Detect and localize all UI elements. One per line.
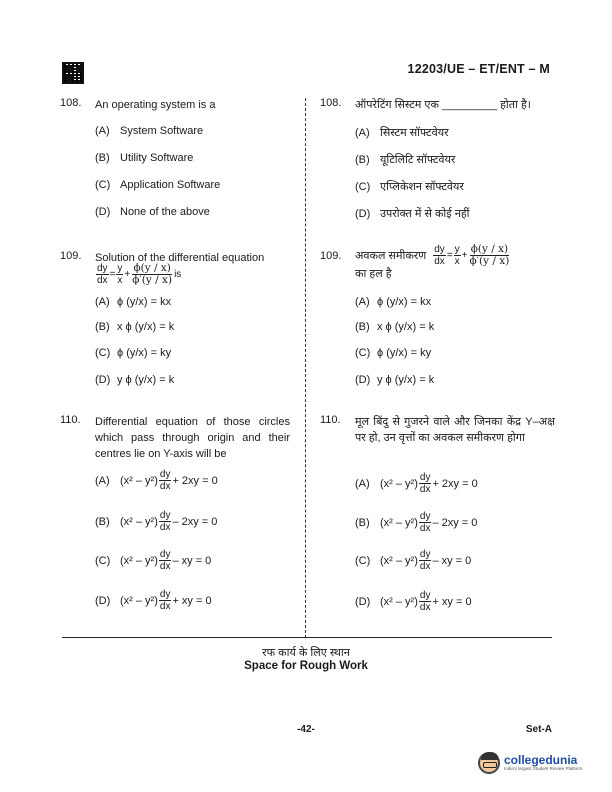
option-b[interactable]: (B) (x² – y²) $\frac{dy}{dx}$ – 2xy = 0 — [355, 511, 478, 534]
question-110-hi — [320, 414, 555, 613]
question-108-hi — [320, 97, 555, 220]
question-110-en — [60, 414, 290, 612]
rough-work-label: Space for Rough Work — [244, 660, 368, 672]
option-a[interactable]: (A) सिस्टम सॉफ्टवेयर — [355, 126, 449, 139]
option-b[interactable]: (B) x ϕ (y/x) = k — [95, 321, 175, 333]
set-label: Set-A — [525, 724, 552, 735]
option-d[interactable]: (D) None of the above — [95, 206, 210, 218]
question-text-tail: का हल है — [355, 268, 392, 280]
question-number: 110. — [60, 414, 81, 426]
brand-tagline: India's largest Student Review Platform — [504, 766, 583, 771]
option-a[interactable]: (A) System Software — [95, 125, 204, 137]
question-number: 110. — [320, 414, 341, 426]
option-d[interactable]: (D) (x² – y²) $\frac{dy}{dx}$ + xy = 0 — [95, 589, 212, 612]
question-109-en — [60, 250, 290, 386]
option-b[interactable]: (B) Utility Software — [95, 152, 194, 164]
question-text: मूल बिंदु से गुजरने वाले और जिनका केंद्र Y–अक्ष पर हो, उन वृत्तों का अवकल समीकरण होगा — [355, 416, 555, 444]
brand-name: collegedunia — [504, 753, 578, 767]
option-c[interactable]: (C) ϕ (y/x) = ky — [355, 347, 432, 359]
rough-work-label-hindi: रफ कार्य के लिए स्थान — [262, 647, 350, 659]
option-b[interactable]: (B) x ϕ (y/x) = k — [355, 321, 435, 333]
option-d[interactable]: (D) y ϕ (y/x) = k — [355, 374, 435, 386]
differential-equation: $\frac{dy}{dx}$ = $\frac{y}{x}$ + $\frac{\phi(y / x)}{\phi'(y / x)}$ is — [97, 262, 182, 286]
collegedunia-logo — [478, 752, 582, 774]
differential-equation: अवकल समीकरण $\frac{dy}{dx}$ = $\frac{y}{x}$ + $\frac{\phi(y / x)}{\phi'(y / x)}$ — [355, 243, 510, 267]
option-b[interactable]: (B) यूटिलिटि सॉफ्टवेयर — [355, 153, 456, 166]
option-c[interactable]: (C) ϕ (y/x) = ky — [95, 347, 172, 359]
option-c[interactable]: (C) (x² – y²) $\frac{dy}{dx}$ – xy = 0 — [355, 549, 472, 572]
question-text: Solution of the differential equation — [95, 252, 265, 264]
paper-code: 12203/UE – ET/ENT – M — [407, 62, 550, 76]
option-a[interactable]: (A) (x² – y²) $\frac{dy}{dx}$ + 2xy = 0 — [95, 469, 218, 492]
option-c[interactable]: (C) (x² – y²) $\frac{dy}{dx}$ – xy = 0 — [95, 549, 212, 572]
option-d[interactable]: (D) y ϕ (y/x) = k — [95, 374, 175, 386]
option-c[interactable]: (C) Application Software — [95, 179, 221, 191]
question-text: ऑपरेटिंग सिस्टम एक _________ होता है। — [355, 99, 531, 111]
question-number: 109. — [320, 250, 342, 262]
column-divider — [305, 98, 306, 638]
page-number: -42- — [297, 724, 315, 735]
option-d[interactable]: (D) उपरोक्त में से कोई नहीं — [355, 207, 470, 220]
option-a[interactable]: (A) (x² – y²) $\frac{dy}{dx}$ + 2xy = 0 — [355, 472, 478, 495]
option-c[interactable]: (C) एप्लिकेशन सॉफ्टवेयर — [355, 180, 464, 193]
option-a[interactable]: (A) ϕ (y/x) = kx — [95, 296, 172, 308]
option-a[interactable]: (A) ϕ (y/x) = kx — [355, 296, 432, 308]
question-number: 109. — [60, 250, 82, 262]
qr-code — [62, 62, 84, 84]
student-avatar-icon — [478, 752, 500, 774]
question-text: An operating system is a — [95, 99, 216, 111]
question-text: Differential equation of those circles which pass through origin and their centres lie on Y-axis will be — [95, 416, 290, 460]
question-108-en — [60, 97, 290, 218]
option-b[interactable]: (B) (x² – y²) $\frac{dy}{dx}$ – 2xy = 0 — [95, 510, 218, 533]
question-number: 108. — [60, 97, 82, 109]
question-number: 108. — [320, 97, 342, 109]
rough-work-divider — [62, 637, 552, 638]
option-d[interactable]: (D) (x² – y²) $\frac{dy}{dx}$ + xy = 0 — [355, 590, 472, 613]
